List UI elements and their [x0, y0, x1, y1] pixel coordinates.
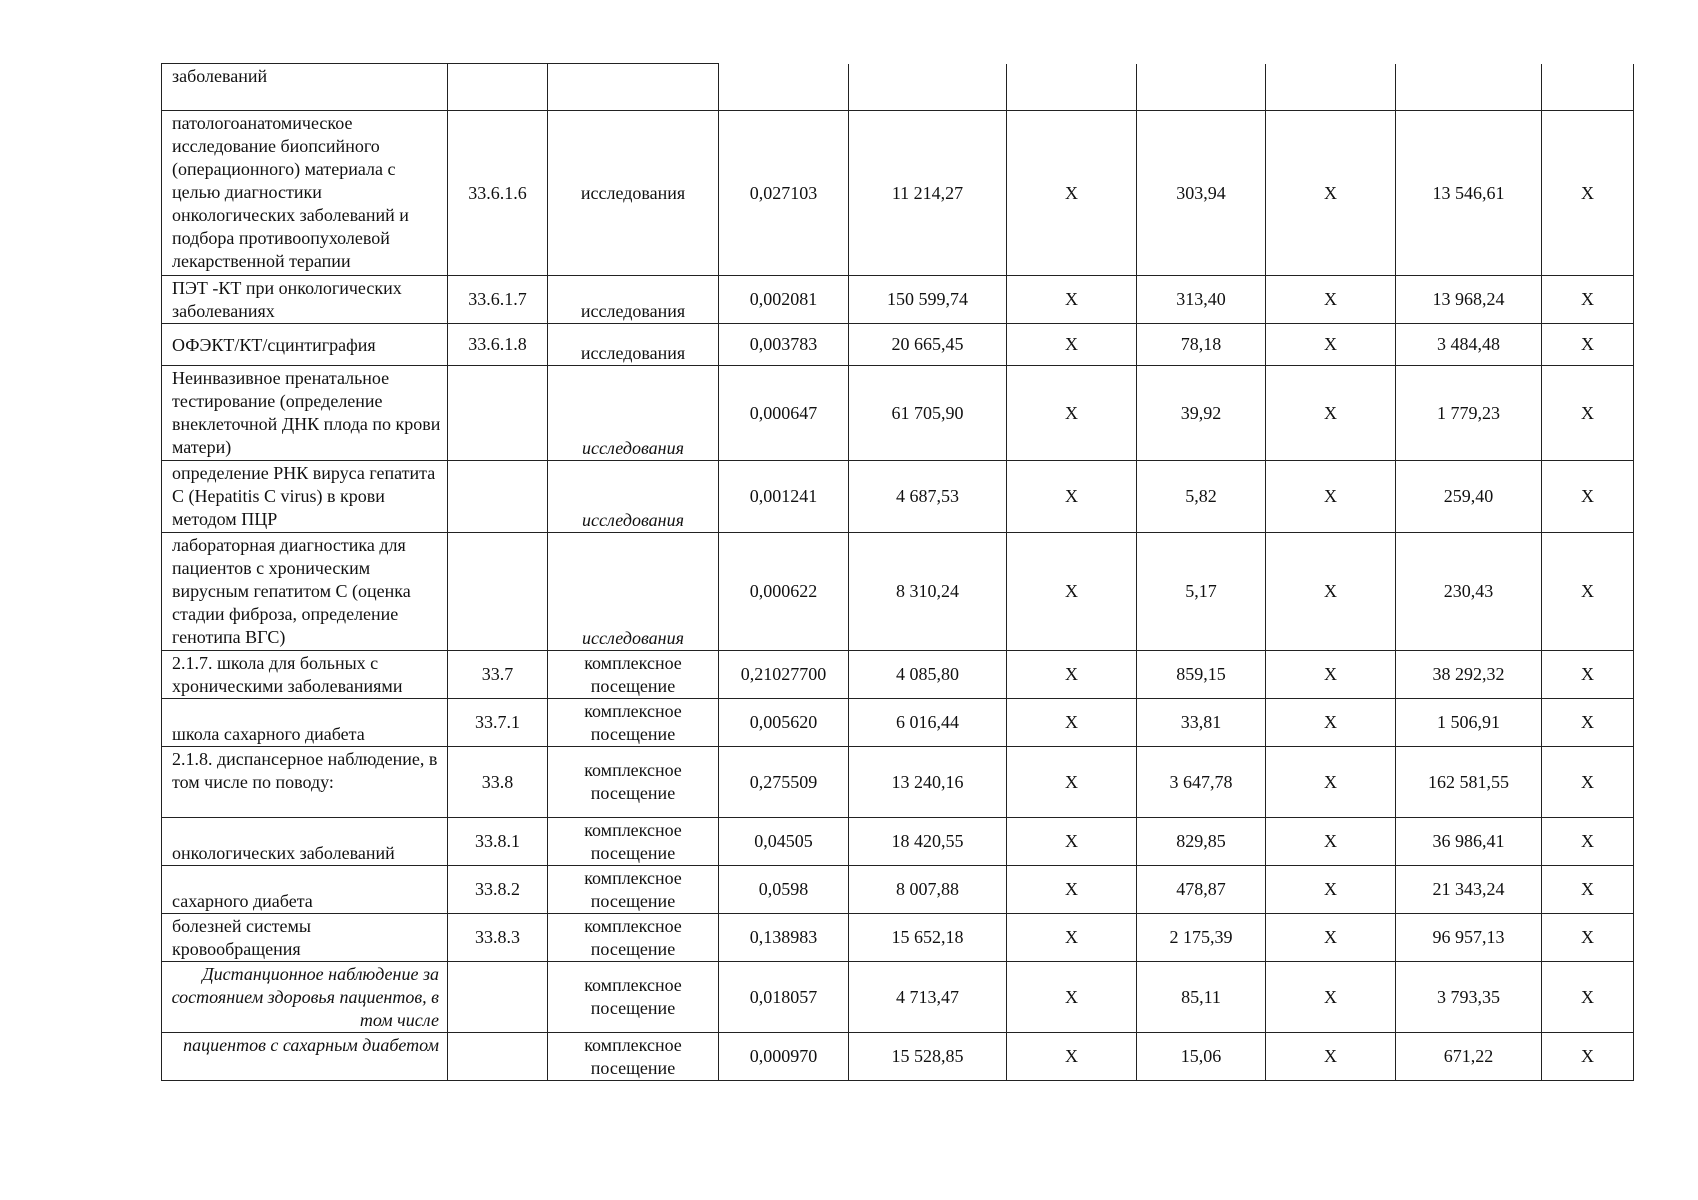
table-row	[162, 651, 1634, 699]
row-name-cell: определение РНК вируса гепатита С (Hepatitis C virus) в крови методом ПЦР	[162, 461, 448, 533]
row-value-cell: 8 007,88	[849, 866, 1007, 914]
row-code-cell: 33.6.1.7	[448, 276, 548, 324]
row-unit-cell: исследования	[548, 366, 719, 461]
row-value-cell: 671,22	[1396, 1033, 1542, 1081]
row-value-cell: X	[1542, 1033, 1634, 1081]
row-name-cell: патологоанатомическое исследование биопсийного (операционного) материала с целью диагностики онкологических заболеваний и подбора противоопухолевой лекарственной терапии	[162, 111, 448, 276]
row-unit-cell: исследования	[548, 324, 719, 366]
row-value-cell: 313,40	[1137, 276, 1266, 324]
row-value-cell: X	[1266, 651, 1396, 699]
row-unit-cell: комплексное посещение	[548, 699, 719, 747]
row-value-cell: X	[1007, 1033, 1137, 1081]
row-value-cell: 78,18	[1137, 324, 1266, 366]
row-unit-cell: исследования	[548, 533, 719, 651]
row-unit-cell: исследования	[548, 111, 719, 276]
table-row	[162, 699, 1634, 747]
row-name-cell: лабораторная диагностика для пациентов с хроническим вирусным гепатитом С (оценка стадии фиброза, определение генотипа ВГС)	[162, 533, 448, 651]
row-name-cell: болезней системы кровообращения	[162, 914, 448, 962]
row-unit-cell: комплексное посещение	[548, 914, 719, 962]
row-value-cell: 5,17	[1137, 533, 1266, 651]
row-value-cell: X	[1542, 276, 1634, 324]
row-value-cell: 0,275509	[719, 747, 849, 818]
row-value-cell: 0,000622	[719, 533, 849, 651]
row-value-cell: 15 528,85	[849, 1033, 1007, 1081]
row-value-cell: X	[1542, 366, 1634, 461]
row-value-cell: 303,94	[1137, 111, 1266, 276]
row-value-cell: 38 292,32	[1396, 651, 1542, 699]
row-value-cell: 4 085,80	[849, 651, 1007, 699]
row-value-cell: 259,40	[1396, 461, 1542, 533]
row-value-cell	[849, 64, 1007, 111]
row-value-cell: X	[1266, 276, 1396, 324]
row-value-cell: X	[1542, 962, 1634, 1033]
row-value-cell: 96 957,13	[1396, 914, 1542, 962]
row-value-cell: X	[1266, 1033, 1396, 1081]
row-unit-cell: комплексное посещение	[548, 651, 719, 699]
row-value-cell: X	[1007, 461, 1137, 533]
row-value-cell: X	[1542, 866, 1634, 914]
row-value-cell: X	[1007, 324, 1137, 366]
row-name-cell: заболеваний	[162, 64, 448, 111]
row-value-cell: X	[1007, 651, 1137, 699]
row-value-cell: X	[1007, 914, 1137, 962]
row-value-cell: 478,87	[1137, 866, 1266, 914]
row-value-cell: X	[1266, 818, 1396, 866]
row-value-cell: 0,000647	[719, 366, 849, 461]
row-value-cell: X	[1542, 747, 1634, 818]
row-value-cell: 0,001241	[719, 461, 849, 533]
table-row	[162, 1033, 1634, 1081]
table-row	[162, 324, 1634, 366]
row-unit-cell: комплексное посещение	[548, 1033, 719, 1081]
row-value-cell: 0,0598	[719, 866, 849, 914]
row-value-cell: X	[1266, 747, 1396, 818]
row-value-cell: 61 705,90	[849, 366, 1007, 461]
table-row	[162, 533, 1634, 651]
table-row	[162, 366, 1634, 461]
row-name-cell: сахарного диабета	[162, 866, 448, 914]
row-name-cell: пациентов с сахарным диабетом	[162, 1033, 448, 1081]
row-value-cell: 230,43	[1396, 533, 1542, 651]
row-code-cell	[448, 366, 548, 461]
row-value-cell: 85,11	[1137, 962, 1266, 1033]
row-value-cell: X	[1007, 533, 1137, 651]
row-value-cell	[1542, 64, 1634, 111]
row-value-cell: 0,002081	[719, 276, 849, 324]
row-value-cell: 0,04505	[719, 818, 849, 866]
row-value-cell: X	[1266, 366, 1396, 461]
row-value-cell: X	[1266, 324, 1396, 366]
row-value-cell: 1 506,91	[1396, 699, 1542, 747]
row-name-cell: Неинвазивное пренатальное тестирование (определение внеклеточной ДНК плода по крови матери)	[162, 366, 448, 461]
row-value-cell: 3 484,48	[1396, 324, 1542, 366]
row-value-cell: 21 343,24	[1396, 866, 1542, 914]
row-value-cell: X	[1007, 818, 1137, 866]
row-value-cell: 859,15	[1137, 651, 1266, 699]
row-value-cell	[1266, 64, 1396, 111]
row-value-cell: 6 016,44	[849, 699, 1007, 747]
row-name-cell: онкологических заболеваний	[162, 818, 448, 866]
row-value-cell: X	[1266, 914, 1396, 962]
row-value-cell: 3 647,78	[1137, 747, 1266, 818]
row-value-cell: X	[1542, 651, 1634, 699]
row-value-cell: X	[1542, 533, 1634, 651]
row-value-cell: X	[1266, 699, 1396, 747]
row-code-cell: 33.8.1	[448, 818, 548, 866]
row-value-cell: 1 779,23	[1396, 366, 1542, 461]
row-code-cell	[448, 1033, 548, 1081]
row-unit-cell: комплексное посещение	[548, 962, 719, 1033]
row-code-cell: 33.6.1.6	[448, 111, 548, 276]
row-value-cell: X	[1007, 962, 1137, 1033]
row-value-cell: 4 687,53	[849, 461, 1007, 533]
row-value-cell: 0,003783	[719, 324, 849, 366]
row-value-cell: 0,018057	[719, 962, 849, 1033]
row-value-cell: 5,82	[1137, 461, 1266, 533]
row-name-cell: 2.1.8. диспансерное наблюдение, в том числе по поводу:	[162, 747, 448, 818]
row-value-cell: 162 581,55	[1396, 747, 1542, 818]
row-code-cell: 33.6.1.8	[448, 324, 548, 366]
row-value-cell: 0,21027700	[719, 651, 849, 699]
row-value-cell	[719, 64, 849, 111]
table-row	[162, 111, 1634, 276]
table-row	[162, 461, 1634, 533]
table-row	[162, 747, 1634, 818]
row-code-cell	[448, 64, 548, 111]
row-value-cell: 0,000970	[719, 1033, 849, 1081]
row-code-cell: 33.7.1	[448, 699, 548, 747]
row-value-cell: 0,138983	[719, 914, 849, 962]
row-code-cell	[448, 533, 548, 651]
row-value-cell: 15,06	[1137, 1033, 1266, 1081]
row-value-cell: X	[1542, 699, 1634, 747]
row-value-cell: X	[1007, 366, 1137, 461]
row-value-cell: 33,81	[1137, 699, 1266, 747]
row-value-cell: 13 968,24	[1396, 276, 1542, 324]
row-value-cell: X	[1266, 962, 1396, 1033]
row-value-cell: X	[1542, 324, 1634, 366]
row-value-cell: X	[1007, 699, 1137, 747]
row-value-cell: 0,027103	[719, 111, 849, 276]
row-unit-cell: комплексное посещение	[548, 818, 719, 866]
row-code-cell: 33.8.3	[448, 914, 548, 962]
row-value-cell: X	[1007, 111, 1137, 276]
row-value-cell: X	[1542, 461, 1634, 533]
row-value-cell	[1396, 64, 1542, 111]
table-row	[162, 962, 1634, 1033]
row-unit-cell: комплексное посещение	[548, 866, 719, 914]
row-unit-cell	[548, 64, 719, 111]
row-value-cell: 0,005620	[719, 699, 849, 747]
row-value-cell: X	[1007, 747, 1137, 818]
row-name-cell: Дистанционное наблюдение за состоянием здоровья пациентов, в том числе	[162, 962, 448, 1033]
row-value-cell: 36 986,41	[1396, 818, 1542, 866]
row-value-cell: 829,85	[1137, 818, 1266, 866]
row-value-cell: 20 665,45	[849, 324, 1007, 366]
row-code-cell: 33.8	[448, 747, 548, 818]
row-unit-cell: исследования	[548, 461, 719, 533]
row-value-cell: X	[1266, 866, 1396, 914]
row-name-cell: ПЭТ -КТ при онкологических заболеваниях	[162, 276, 448, 324]
row-value-cell: X	[1266, 111, 1396, 276]
table-row	[162, 866, 1634, 914]
table-row	[162, 914, 1634, 962]
row-value-cell: 18 420,55	[849, 818, 1007, 866]
row-code-cell: 33.8.2	[448, 866, 548, 914]
row-value-cell: X	[1007, 276, 1137, 324]
row-value-cell: X	[1266, 533, 1396, 651]
row-code-cell	[448, 461, 548, 533]
row-value-cell: 3 793,35	[1396, 962, 1542, 1033]
row-name-cell: ОФЭКТ/КТ/сцинтиграфия	[162, 324, 448, 366]
tariff-table	[161, 63, 1634, 1081]
row-name-cell: школа сахарного диабета	[162, 699, 448, 747]
row-code-cell: 33.7	[448, 651, 548, 699]
row-value-cell: X	[1542, 111, 1634, 276]
table-row	[162, 276, 1634, 324]
row-unit-cell: исследования	[548, 276, 719, 324]
row-value-cell: 11 214,27	[849, 111, 1007, 276]
row-name-cell: 2.1.7. школа для больных с хроническими заболеваниями	[162, 651, 448, 699]
row-unit-cell: комплексное посещение	[548, 747, 719, 818]
table-row	[162, 818, 1634, 866]
row-value-cell	[1007, 64, 1137, 111]
row-code-cell	[448, 962, 548, 1033]
row-value-cell: 13 240,16	[849, 747, 1007, 818]
row-value-cell: 15 652,18	[849, 914, 1007, 962]
row-value-cell: X	[1542, 914, 1634, 962]
row-value-cell: 4 713,47	[849, 962, 1007, 1033]
row-value-cell: 2 175,39	[1137, 914, 1266, 962]
row-value-cell: X	[1542, 818, 1634, 866]
row-value-cell: X	[1007, 866, 1137, 914]
row-value-cell: 8 310,24	[849, 533, 1007, 651]
row-value-cell: 150 599,74	[849, 276, 1007, 324]
row-value-cell: 39,92	[1137, 366, 1266, 461]
table-row	[162, 64, 1634, 111]
row-value-cell: X	[1266, 461, 1396, 533]
row-value-cell: 13 546,61	[1396, 111, 1542, 276]
row-value-cell	[1137, 64, 1266, 111]
